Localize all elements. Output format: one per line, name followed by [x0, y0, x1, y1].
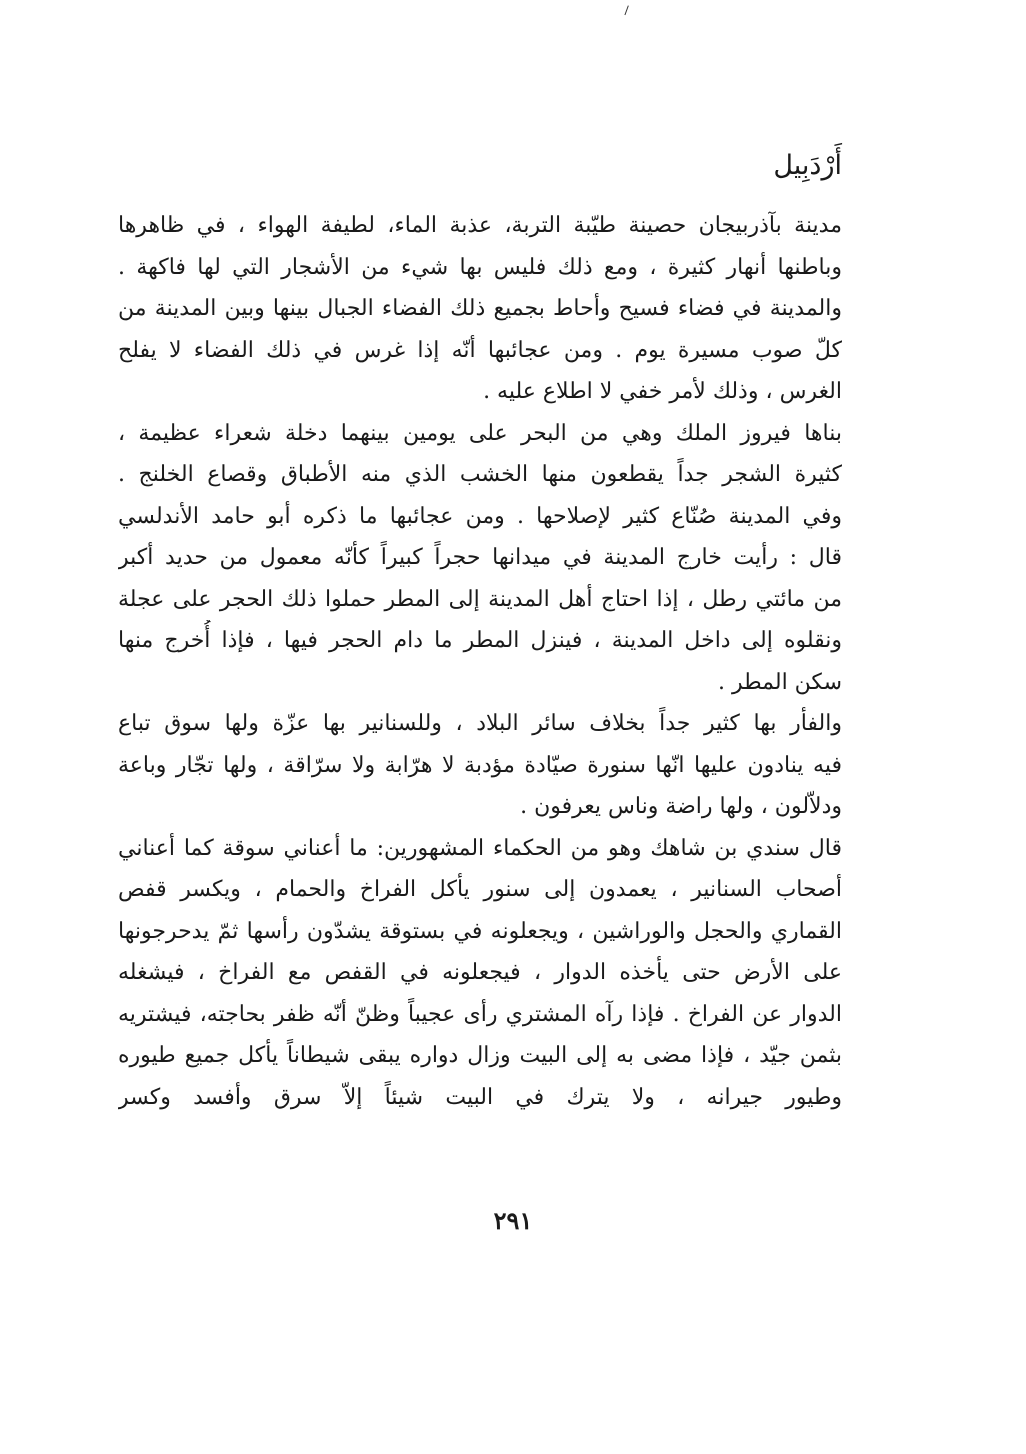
text-line: مدينة بآذربيجان حصينة طيّبة التربة، عذبة الماء، لطيفة الهواء ، في ظاهرها	[118, 213, 842, 238]
text-line: سكن المطر .	[717, 669, 842, 695]
text-line: ودلاّلون ، ولها راضة وناس يعرفون .	[520, 794, 842, 819]
paragraph	[118, 413, 842, 704]
text-line: وطيور جيرانه ، ولا يترك في البيت شيئاً إلاّ سرق وأفسد وكسر	[118, 1084, 842, 1110]
text-line: وفي المدينة صُنّاع كثير لإصلاحها . ومن عجائبها ما ذكره أبو حامد الأندلسي	[118, 503, 842, 529]
page-number: ٢٩١	[493, 1206, 533, 1235]
body-text	[118, 205, 842, 1118]
text-line: كثيرة الشجر جداً يقطعون منها الخشب الذي منه الأطباق وقصاع الخلنج .	[118, 462, 842, 487]
text-line: القماري والحجل والوراشين ، ويجعلونه في بستوقة يشدّون رأسها ثمّ يدحرجونها	[118, 918, 842, 944]
text-line: فيه ينادون عليها انّها سنورة صيّادة مؤدبة لا هرّابة ولا سرّاقة ، ولها تجّار وباعة	[118, 752, 842, 778]
text-line: كلّ صوب مسيرة يوم . ومن عجائبها أنّه إذا غرس في ذلك الفضاء لا يفلح	[118, 337, 842, 363]
text-line: والفأر بها كثير جداً بخلاف سائر البلاد ، وللسنانير بها عزّة ولها سوق تباع	[118, 711, 842, 736]
scan-mark	[624, 5, 632, 16]
entry-heading: أَرْدَبِيل	[773, 150, 842, 181]
text-line: الدوار عن الفراخ . فإذا رآه المشتري رأى عجيباً وظنّ أنّه ظفر بحاجته، فيشتريه	[118, 1001, 842, 1027]
text-line: وباطنها أنهار كثيرة ، ومع ذلك فليس بها شيء من الأشجار التي لها فاكهة .	[118, 254, 842, 280]
text-line: على الأرض حتى يأخذه الدوار ، فيجعلونه في القفص مع الفراخ ، فيشغله	[118, 960, 842, 985]
paragraph	[118, 205, 842, 413]
text-line: ونقلوه إلى داخل المدينة ، فينزل المطر ما دام الحجر فيها ، فإذا أُخرج منها	[118, 628, 842, 653]
text-line: أصحاب السنانير ، يعمدون إلى سنور يأكل الفراخ والحمام ، ويكسر قفص	[118, 877, 842, 902]
text-line: بناها فيروز الملك وهي من البحر على يومين بينهما دخلة شعراء عظيمة ،	[118, 420, 842, 446]
text-line: قال سندي بن شاهك وهو من الحكماء المشهورين: ما أعناني سوقة كما أعناني	[118, 835, 842, 861]
text-line: بثمن جيّد ، فإذا مضى به إلى البيت وزال دواره يبقى شيطاناً يأكل جميع طيوره	[118, 1043, 842, 1068]
text-line: الغرس ، وذلك لأمر خفي لا اطلاع عليه .	[483, 379, 842, 404]
text-line: والمدينة في فضاء فسيح وأحاط بجميع ذلك الفضاء الجبال بينها وبين المدينة من	[118, 296, 842, 321]
paragraph	[118, 828, 842, 1119]
text-line: من مائتي رطل ، إذا احتاج أهل المدينة إلى المطر حملوا ذلك الحجر على عجلة	[118, 586, 842, 612]
text-line: قال : رأيت خارج المدينة في ميدانها حجراً كبيراً كأنّه معمول من حديد أكبر	[118, 545, 842, 570]
paragraph	[118, 703, 842, 828]
